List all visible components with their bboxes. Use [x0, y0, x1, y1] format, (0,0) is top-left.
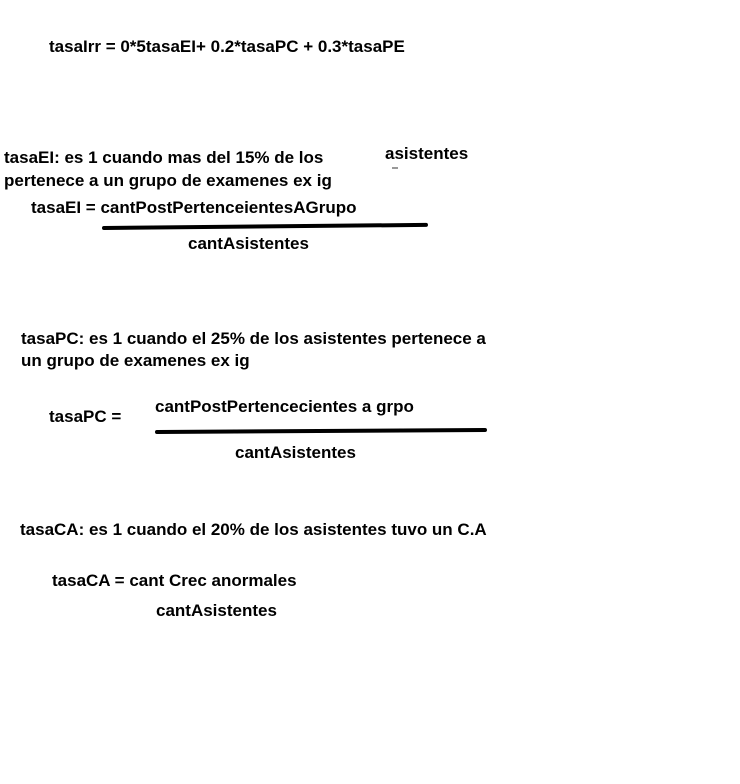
tasaCA-denominator: cantAsistentes: [156, 601, 277, 620]
tasaPC-numerator: cantPostPertencecientes a grpo: [155, 397, 414, 416]
tasaPC-fraction-bar: [155, 428, 487, 434]
tasaEI-description-line1: tasaEI: es 1 cuando mas del 15% de los: [4, 148, 324, 167]
tasaCA-description: tasaCA: es 1 cuando el 20% de los asistentes tuvo un C.A: [20, 520, 487, 539]
tasaPC-denominator: cantAsistentes: [235, 443, 356, 462]
tasaCA-formula: tasaCA = cant Crec anormales: [52, 571, 297, 590]
tasaEI-denominator: cantAsistentes: [188, 234, 309, 253]
main-formula: tasaIrr = 0*5tasaEI+ 0.2*tasaPC + 0.3*tasaPE: [49, 37, 405, 56]
tasaEI-description-line2: pertenece a un grupo de examenes ex ig: [4, 171, 332, 190]
tasaEI-formula: tasaEI = cantPostPertenceientesAGrupo: [31, 198, 357, 217]
tasaPC-label: tasaPC =: [49, 407, 122, 426]
tasaEI-fraction-bar: [102, 223, 428, 230]
tasaPC-description-line1: tasaPC: es 1 cuando el 25% de los asistentes pertenece a: [21, 329, 486, 348]
tasaEI-description-word: asistentes: [385, 144, 469, 163]
stray-mark: [392, 167, 398, 169]
tasaPC-description-line2: un grupo de examenes ex ig: [21, 351, 250, 370]
